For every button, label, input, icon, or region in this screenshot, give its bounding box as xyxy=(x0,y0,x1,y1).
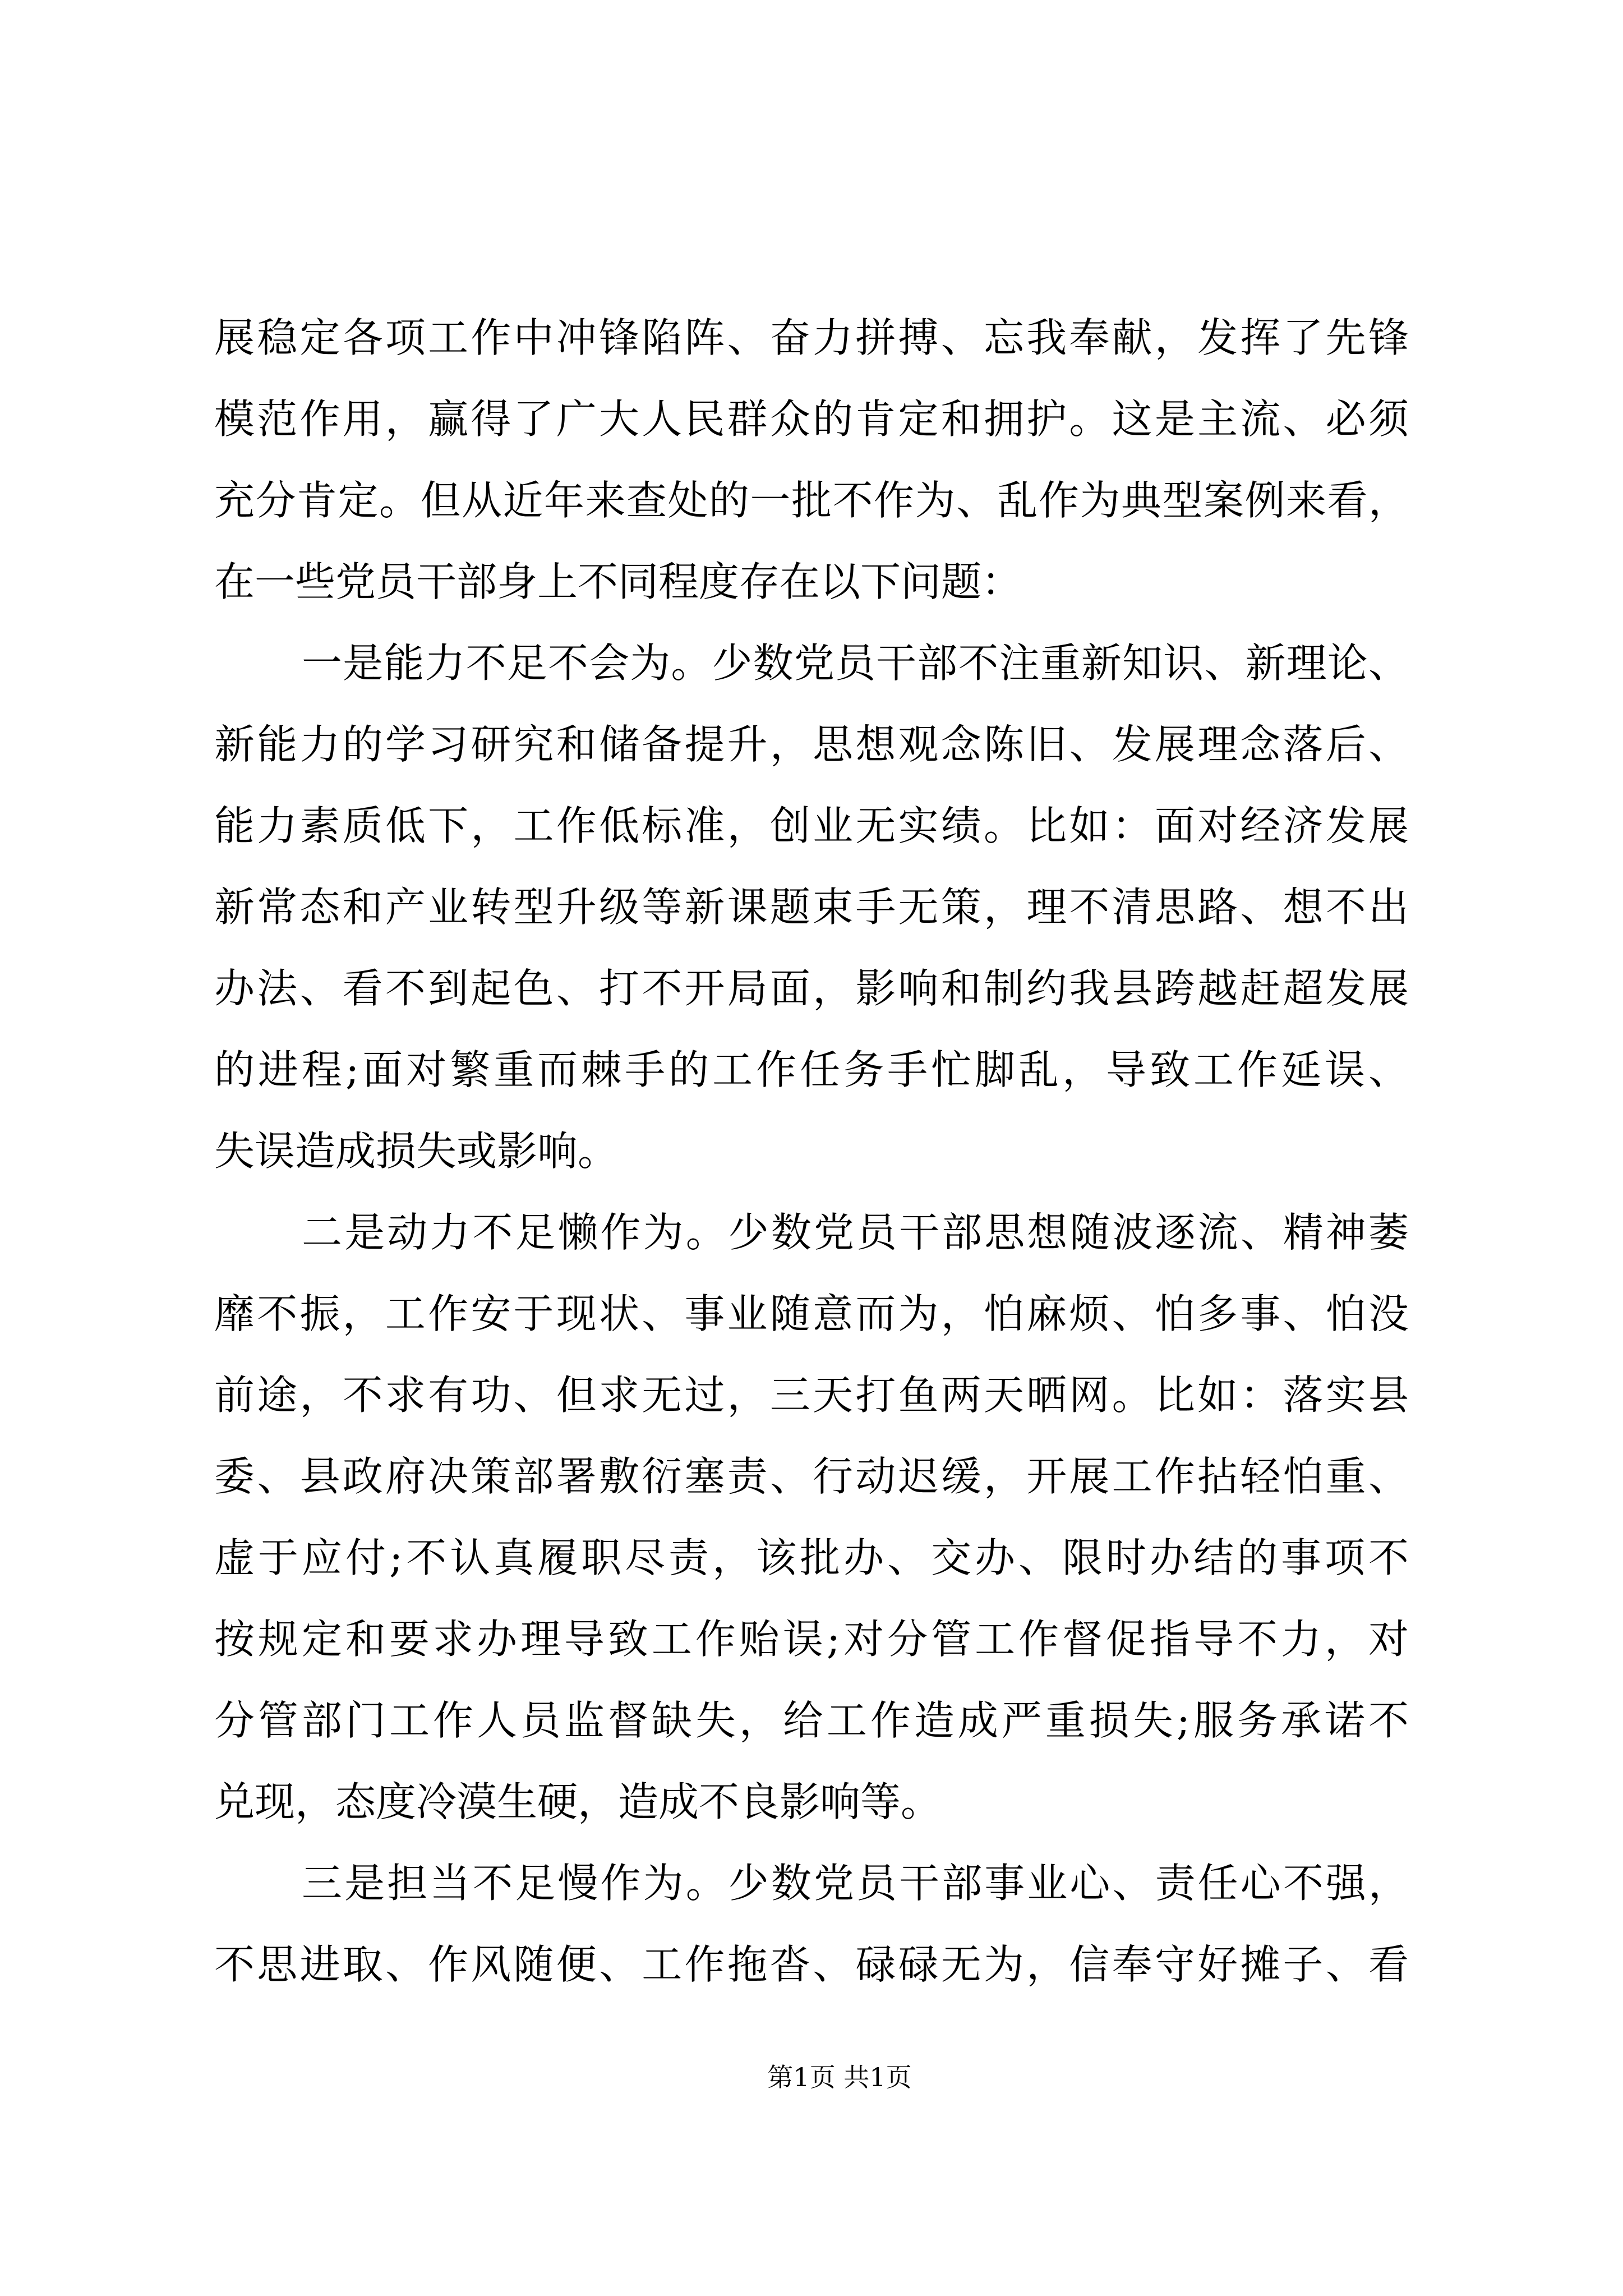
text-line: 前途，不求有功、但求无过，三天打鱼两天晒网。比如：落实县 xyxy=(214,1372,1409,1419)
text-line: 一是能力不足不会为。少数党员干部不注重新知识、新理论、 xyxy=(302,639,1409,687)
paragraph-1 xyxy=(214,297,1409,623)
text-line: 在一些党员干部身上不同程度存在以下问题： xyxy=(214,558,1022,605)
text-line: 分管部门工作人员监督缺失，给工作造成严重损失;服务承诺不 xyxy=(214,1697,1409,1744)
text-line: 能力素质低下，工作低标准，创业无实绩。比如：面对经济发展 xyxy=(214,802,1409,849)
text-line: 兑现，态度冷漠生硬，造成不良影响等。 xyxy=(214,1778,942,1825)
paragraph-3 xyxy=(214,1192,1409,1843)
page-footer: 第1页 共1页 xyxy=(767,2062,912,2092)
text-line: 按规定和要求办理导致工作贻误;对分管工作督促指导不力，对 xyxy=(214,1616,1409,1663)
text-line: 三是担当不足慢作为。少数党员干部事业心、责任心不强， xyxy=(302,1860,1409,1907)
text-line: 新能力的学习研究和储备提升，思想观念陈旧、发展理念落后、 xyxy=(214,721,1409,768)
document-body xyxy=(214,297,1409,2005)
text-line: 充分肯定。但从近年来查处的一批不作为、乱作为典型案例来看， xyxy=(214,477,1409,524)
text-line: 靡不振，工作安于现状、事业随意而为，怕麻烦、怕多事、怕没 xyxy=(214,1290,1409,1337)
text-line: 模范作用，赢得了广大人民群众的肯定和拥护。这是主流、必须 xyxy=(214,395,1409,443)
text-line: 办法、看不到起色、打不开局面，影响和制约我县跨越赶超发展 xyxy=(214,965,1409,1012)
text-line: 委、县政府决策部署敷衍塞责、行动迟缓，开展工作拈轻怕重、 xyxy=(214,1453,1409,1500)
text-line: 展稳定各项工作中冲锋陷阵、奋力拼搏、忘我奉献，发挥了先锋 xyxy=(214,314,1409,361)
text-line: 二是动力不足懒作为。少数党员干部思想随波逐流、精神萎 xyxy=(302,1209,1409,1256)
text-line: 的进程;面对繁重而棘手的工作任务手忙脚乱，导致工作延误、 xyxy=(214,1046,1409,1093)
text-line: 失误造成损失或影响。 xyxy=(214,1128,619,1175)
text-line: 虚于应付;不认真履职尽责，该批办、交办、限时办结的事项不 xyxy=(214,1534,1409,1581)
text-line: 不思进取、作风随便、工作拖沓、碌碌无为，信奉守好摊子、看 xyxy=(214,1941,1409,1988)
paragraph-2 xyxy=(214,623,1409,1192)
paragraph-4 xyxy=(214,1843,1409,2005)
text-line: 新常态和产业转型升级等新课题束手无策，理不清思路、想不出 xyxy=(214,884,1409,931)
